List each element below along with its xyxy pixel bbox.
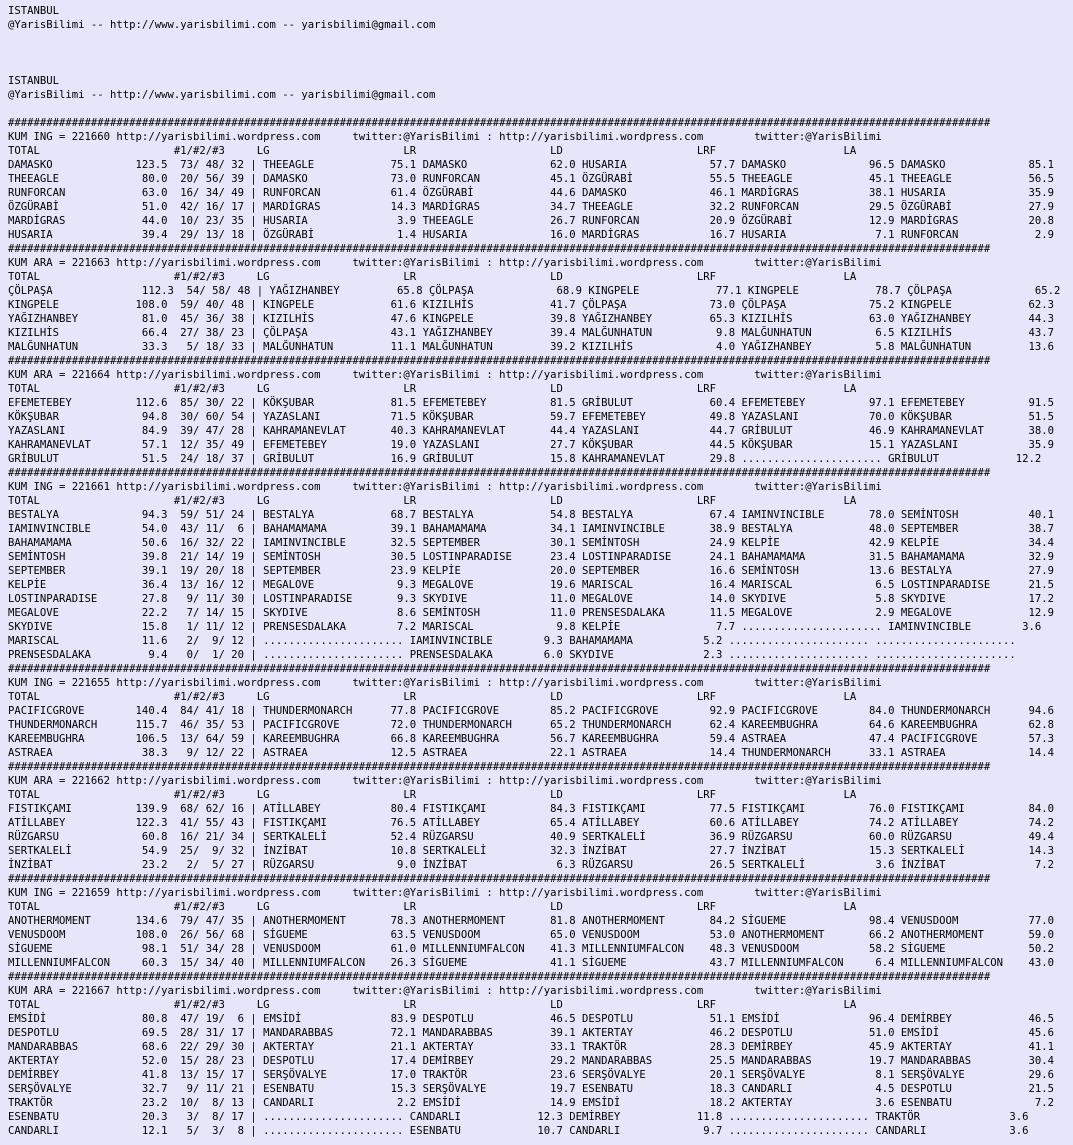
separator-line: ##########################################################################################################################################################	[8, 663, 991, 675]
result-row: VENUSDOOM 108.0 26/ 56/ 68 | SİGUEME 63.5 VENUSDOOM 65.0 VENUSDOOM 53.0 ANOTHERMOMENT 66.2 ANOTHERMOMENT 59.0	[8, 929, 1054, 941]
column-header-line: TOTAL #1/#2/#3 LG LR LD LRF LA	[8, 383, 857, 395]
race-header-line: KUM ARA = 221667 http://yarisbilimi.wordpress.com twitter:@YarisBilimi : http://yarisbilimi.wordpress.com twitter:@YarisBilimi	[8, 985, 882, 997]
result-row: MILLENNIUMFALCON 60.3 15/ 34/ 40 | MILLENNIUMFALCON 26.3 SİGUEME 41.1 SİGUEME 43.7 MILLENNIUMFALCON 6.4 MILLENNIUMFALCON 43.0	[8, 957, 1054, 969]
result-row: SEPTEMBER 39.1 19/ 20/ 18 | SEPTEMBER 23.9 KELPİE 20.0 SEPTEMBER 16.6 SEMİNTOSH 13.6 BESTALYA 27.9	[8, 565, 1054, 577]
result-row: TRAKTÖR 23.2 10/ 8/ 13 | CANDARLI 2.2 EMSİDİ 14.9 EMSİDİ 18.2 AKTERTAY 3.6 ESENBATU 7.2	[8, 1097, 1054, 1109]
result-row: SİGUEME 98.1 51/ 34/ 28 | VENUSDOOM 61.0 MILLENNIUMFALCON 41.3 MILLENNIUMFALCON 48.3 VENUSDOOM 58.2 SİGUEME 50.2	[8, 943, 1054, 955]
result-row: RÜZGARSU 60.8 16/ 21/ 34 | SERTKALELİ 52.4 RÜZGARSU 40.9 SERTKALELİ 36.9 RÜZGARSU 60.0 RÜZGARSU 49.4	[8, 831, 1054, 843]
column-header-line: TOTAL #1/#2/#3 LG LR LD LRF LA	[8, 691, 857, 703]
column-header-line: TOTAL #1/#2/#3 LG LR LD LRF LA	[8, 789, 857, 801]
result-row: SERŞÖVALYE 32.7 9/ 11/ 21 | ESENBATU 15.3 SERŞÖVALYE 19.7 ESENBATU 18.3 CANDARLI 4.5 DESPOTLU 21.5	[8, 1083, 1054, 1095]
separator-line: ##########################################################################################################################################################	[8, 761, 991, 773]
separator-line: ##########################################################################################################################################################	[8, 117, 991, 129]
blank-line	[8, 32, 1073, 46]
result-row: ASTRAEA 38.3 9/ 12/ 22 | ASTRAEA 12.5 ASTRAEA 22.1 ASTRAEA 14.4 THUNDERMONARCH 33.1 ASTRAEA 14.4	[8, 747, 1054, 759]
result-row: DEMİRBEY 41.8 13/ 15/ 17 | SERŞÖVALYE 17.0 TRAKTÖR 23.6 SERŞÖVALYE 20.1 SERŞÖVALYE 8.1 SERŞÖVALYE 29.6	[8, 1069, 1054, 1081]
separator-line: ##########################################################################################################################################################	[8, 243, 991, 255]
column-header-line: TOTAL #1/#2/#3 LG LR LD LRF LA	[8, 999, 857, 1011]
result-row: THEEAGLE 80.0 20/ 56/ 39 | DAMASKO 73.0 RUNFORCAN 45.1 ÖZGÜRABİ 55.5 THEEAGLE 45.1 THEEAGLE 56.5	[8, 173, 1054, 185]
race-header-line: KUM ING = 221660 http://yarisbilimi.wordpress.com twitter:@YarisBilimi : http://yarisbilimi.wordpress.com twitter:@YarisBilimi	[8, 131, 882, 143]
race-header-line: KUM ARA = 221663 http://yarisbilimi.wordpress.com twitter:@YarisBilimi : http://yarisbilimi.wordpress.com twitter:@YarisBilimi	[8, 257, 882, 269]
result-row: HUSARIA 39.4 29/ 13/ 18 | ÖZGÜRABİ 1.4 HUSARIA 16.0 MARDİGRAS 16.7 HUSARIA 7.1 RUNFORCAN 2.9	[8, 229, 1054, 241]
blank-line	[8, 102, 1073, 116]
result-row: DAMASKO 123.5 73/ 48/ 32 | THEEAGLE 75.1 DAMASKO 62.0 HUSARIA 57.7 DAMASKO 96.5 DAMASKO 85.1	[8, 159, 1054, 171]
column-header-line: TOTAL #1/#2/#3 LG LR LD LRF LA	[8, 495, 857, 507]
race-header-line: KUM ING = 221661 http://yarisbilimi.wordpress.com twitter:@YarisBilimi : http://yarisbilimi.wordpress.com twitter:@YarisBilimi	[8, 481, 882, 493]
title-line: @YarisBilimi -- http://www.yarisbilimi.com -- yarisbilimi@gmail.com	[8, 19, 436, 31]
result-row: BAHAMAMAMA 50.6 16/ 32/ 22 | IAMINVINCIBLE 32.5 SEPTEMBER 30.1 SEMİNTOSH 24.9 KELPİE 42.9 KELPİE 34.4	[8, 537, 1054, 549]
result-row: SKYDIVE 15.8 1/ 11/ 12 | PRENSESDALAKA 7.2 MARISCAL 9.8 KELPİE 7.7 ...................... IAMINVINCIBLE 3.6	[8, 621, 1042, 633]
blank-line	[8, 46, 1073, 60]
result-row: SEMİNTOSH 39.8 21/ 14/ 19 | SEMİNTOSH 30.5 LOSTINPARADISE 23.4 LOSTINPARADISE 24.1 BAHAMAMAMA 31.5 BAHAMAMAMA 32.9	[8, 551, 1054, 563]
result-row: ESENBATU 20.3 3/ 8/ 17 | ...................... CANDARLI 12.3 DEMİRBEY 11.8 ...................... TRAKTÖR 3.6	[8, 1111, 1029, 1123]
result-row: ATİLLABEY 122.3 41/ 55/ 43 | FISTIKÇAMI 76.5 ATİLLABEY 65.4 ATİLLABEY 60.6 ATİLLABEY 74.2 ATİLLABEY 74.2	[8, 817, 1054, 829]
result-row: MARISCAL 11.6 2/ 9/ 12 | ...................... IAMINVINCIBLE 9.3 BAHAMAMAMA 5.2 ...................... ......................	[8, 635, 1016, 647]
result-row: EMSİDİ 80.8 47/ 19/ 6 | EMSİDİ 83.9 DESPOTLU 46.5 DESPOTLU 51.1 EMSİDİ 96.4 DEMİRBEY 46.5	[8, 1013, 1054, 1025]
separator-line: ##########################################################################################################################################################	[8, 355, 991, 367]
race-header-line: KUM ING = 221655 http://yarisbilimi.wordpress.com twitter:@YarisBilimi : http://yarisbilimi.wordpress.com twitter:@YarisBilimi	[8, 677, 882, 689]
title-line: ISTANBUL	[8, 5, 60, 17]
result-row: EFEMETEBEY 112.6 85/ 30/ 22 | KÖKŞUBAR 81.5 EFEMETEBEY 81.5 GRİBULUT 60.4 EFEMETEBEY 97.1 EFEMETEBEY 91.5	[8, 397, 1054, 409]
blank-line	[8, 60, 1073, 74]
result-row: YAZASLANI 84.9 39/ 47/ 28 | KAHRAMANEVLAT 40.3 KAHRAMANEVLAT 44.4 YAZASLANI 44.7 GRİBULUT 46.9 KAHRAMANEVLAT 38.0	[8, 425, 1054, 437]
result-row: ÖZGÜRABİ 51.0 42/ 16/ 17 | MARDİGRAS 14.3 MARDİGRAS 34.7 THEEAGLE 32.2 RUNFORCAN 29.5 ÖZGÜRABİ 27.9	[8, 201, 1054, 213]
result-row: KELPİE 36.4 13/ 16/ 12 | MEGALOVE 9.3 MEGALOVE 19.6 MARISCAL 16.4 MARISCAL 6.5 LOSTINPARADISE 21.5	[8, 579, 1054, 591]
result-row: THUNDERMONARCH 115.7 46/ 35/ 53 | PACIFICGROVE 72.0 THUNDERMONARCH 65.2 THUNDERMONARCH 62.4 KAREEMBUGHRA 64.6 KAREEMBUGHRA 62.8	[8, 719, 1054, 731]
result-row: MALĞUNHATUN 33.3 5/ 18/ 33 | MALĞUNHATUN 11.1 MALĞUNHATUN 39.2 KIZILHİS 4.0 YAĞIZHANBEY 5.8 MALĞUNHATUN 13.6	[8, 341, 1054, 353]
separator-line: ##########################################################################################################################################################	[8, 467, 991, 479]
result-row: ANOTHERMOMENT 134.6 79/ 47/ 35 | ANOTHERMOMENT 78.3 ANOTHERMOMENT 81.8 ANOTHERMOMENT 84.2 SİGUEME 98.4 VENUSDOOM 77.0	[8, 915, 1054, 927]
column-header-line: TOTAL #1/#2/#3 LG LR LD LRF LA	[8, 145, 857, 157]
title-line: @YarisBilimi -- http://www.yarisbilimi.com -- yarisbilimi@gmail.com	[8, 89, 436, 101]
result-row: RUNFORCAN 63.0 16/ 34/ 49 | RUNFORCAN 61.4 ÖZGÜRABİ 44.6 DAMASKO 46.1 MARDİGRAS 38.1 HUSARIA 35.9	[8, 187, 1054, 199]
result-row: CANDARLI 12.1 5/ 3/ 8 | ...................... ESENBATU 10.7 CANDARLI 9.7 ...................... CANDARLI 3.6	[8, 1125, 1029, 1137]
separator-line: ##########################################################################################################################################################	[8, 971, 991, 983]
result-row: BESTALYA 94.3 59/ 51/ 24 | BESTALYA 68.7 BESTALYA 54.8 BESTALYA 67.4 IAMINVINCIBLE 78.0 SEMİNTOSH 40.1	[8, 509, 1054, 521]
result-row: MARDİGRAS 44.0 10/ 23/ 35 | HUSARIA 3.9 THEEAGLE 26.7 RUNFORCAN 20.9 ÖZGÜRABİ 12.9 MARDİGRAS 20.8	[8, 215, 1054, 227]
title-line: ISTANBUL	[8, 75, 60, 87]
result-row: ÇÖLPAŞA 112.3 54/ 58/ 48 | YAĞIZHANBEY 65.8 ÇÖLPAŞA 68.9 KINGPELE 77.1 KINGPELE 78.7 ÇÖLPAŞA 65.2	[8, 285, 1061, 297]
result-row: KÖKŞUBAR 94.8 30/ 60/ 54 | YAZASLANI 71.5 KÖKŞUBAR 59.7 EFEMETEBEY 49.8 YAZASLANI 70.0 KÖKŞUBAR 51.5	[8, 411, 1054, 423]
race-header-line: KUM ARA = 221664 http://yarisbilimi.wordpress.com twitter:@YarisBilimi : http://yarisbilimi.wordpress.com twitter:@YarisBilimi	[8, 369, 882, 381]
result-row: KINGPELE 108.0 59/ 40/ 48 | KINGPELE 61.6 KIZILHİS 41.7 ÇÖLPAŞA 73.0 ÇÖLPAŞA 75.2 KINGPELE 62.3	[8, 299, 1054, 311]
column-header-line: TOTAL #1/#2/#3 LG LR LD LRF LA	[8, 271, 857, 283]
result-row: KIZILHİS 66.4 27/ 38/ 23 | ÇÖLPAŞA 43.1 YAĞIZHANBEY 39.4 MALĞUNHATUN 9.8 MALĞUNHATUN 6.5 KIZILHİS 43.7	[8, 327, 1054, 339]
race-header-line: KUM ARA = 221662 http://yarisbilimi.wordpress.com twitter:@YarisBilimi : http://yarisbilimi.wordpress.com twitter:@YarisBilimi	[8, 775, 882, 787]
result-row: FISTIKÇAMI 139.9 68/ 62/ 16 | ATİLLABEY 80.4 FISTIKÇAMI 84.3 FISTIKÇAMI 77.5 FISTIKÇAMI 76.0 FISTIKÇAMI 84.0	[8, 803, 1054, 815]
result-row: GRİBULUT 51.5 24/ 18/ 37 | GRİBULUT 16.9 GRİBULUT 15.8 KAHRAMANEVLAT 29.8 ...................... GRİBULUT 12.2	[8, 453, 1042, 465]
result-row: SERTKALELİ 54.9 25/ 9/ 32 | İNZİBAT 10.8 SERTKALELİ 32.3 İNZİBAT 27.7 İNZİBAT 15.3 SERTKALELİ 14.3	[8, 845, 1054, 857]
result-row: LOSTINPARADISE 27.8 9/ 11/ 30 | LOSTINPARADISE 9.3 SKYDIVE 11.0 MEGALOVE 14.0 SKYDIVE 5.8 SKYDIVE 17.2	[8, 593, 1054, 605]
result-row: DESPOTLU 69.5 28/ 31/ 17 | MANDARABBAS 72.1 MANDARABBAS 39.1 AKTERTAY 46.2 DESPOTLU 51.0 EMSİDİ 45.6	[8, 1027, 1054, 1039]
result-row: MANDARABBAS 68.6 22/ 29/ 30 | AKTERTAY 21.1 AKTERTAY 33.1 TRAKTÖR 28.3 DEMİRBEY 45.9 AKTERTAY 41.1	[8, 1041, 1054, 1053]
result-row: PRENSESDALAKA 9.4 0/ 1/ 20 | ...................... PRENSESDALAKA 6.0 SKYDIVE 2.3 ...................... ......................	[8, 649, 1016, 661]
result-row: PACIFICGROVE 140.4 84/ 41/ 18 | THUNDERMONARCH 77.8 PACIFICGROVE 85.2 PACIFICGROVE 92.9 PACIFICGROVE 84.0 THUNDERMONARCH 94.6	[8, 705, 1054, 717]
race-header-line: KUM ING = 221659 http://yarisbilimi.wordpress.com twitter:@YarisBilimi : http://yarisbilimi.wordpress.com twitter:@YarisBilimi	[8, 887, 882, 899]
result-row: YAĞIZHANBEY 81.0 45/ 36/ 38 | KIZILHİS 47.6 KINGPELE 39.8 YAĞIZHANBEY 65.3 KIZILHİS 63.0 YAĞIZHANBEY 44.3	[8, 313, 1054, 325]
separator-line: ##########################################################################################################################################################	[8, 873, 991, 885]
result-row: İNZİBAT 23.2 2/ 5/ 27 | RÜZGARSU 9.0 İNZİBAT 6.3 RÜZGARSU 26.5 SERTKALELİ 3.6 İNZİBAT 7.2	[8, 859, 1054, 871]
result-row: IAMINVINCIBLE 54.0 43/ 11/ 6 | BAHAMAMAMA 39.1 BAHAMAMAMA 34.1 IAMINVINCIBLE 38.9 BESTALYA 48.0 SEPTEMBER 38.7	[8, 523, 1054, 535]
result-row: KAHRAMANEVLAT 57.1 12/ 35/ 49 | EFEMETEBEY 19.0 YAZASLANI 27.7 KÖKŞUBAR 44.5 KÖKŞUBAR 15.1 YAZASLANI 35.9	[8, 439, 1054, 451]
result-row: MEGALOVE 22.2 7/ 14/ 15 | SKYDIVE 8.6 SEMİNTOSH 11.0 PRENSESDALAKA 11.5 MEGALOVE 2.9 MEGALOVE 12.9	[8, 607, 1054, 619]
column-header-line: TOTAL #1/#2/#3 LG LR LD LRF LA	[8, 901, 857, 913]
result-row: KAREEMBUGHRA 106.5 13/ 64/ 59 | KAREEMBUGHRA 66.8 KAREEMBUGHRA 56.7 KAREEMBUGHRA 59.4 ASTRAEA 47.4 PACIFICGROVE 57.3	[8, 733, 1054, 745]
result-row: AKTERTAY 52.0 15/ 28/ 23 | DESPOTLU 17.4 DEMİRBEY 29.2 MANDARABBAS 25.5 MANDARABBAS 19.7 MANDARABBAS 30.4	[8, 1055, 1054, 1067]
